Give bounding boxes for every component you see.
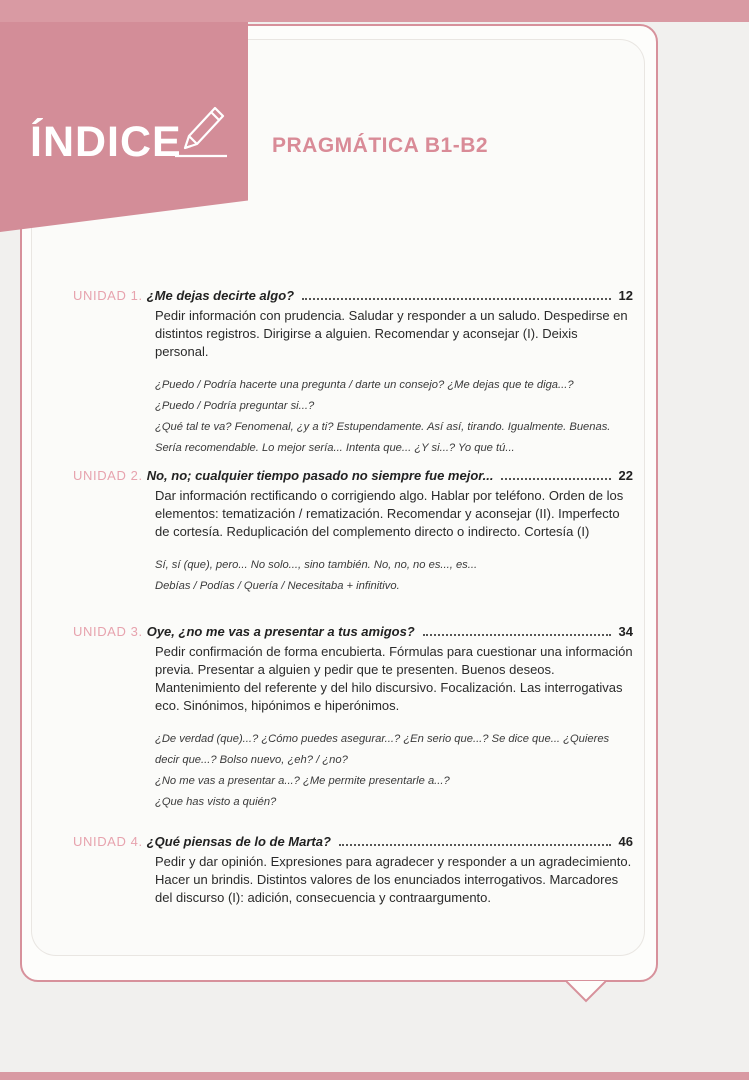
unit-examples <box>155 729 633 813</box>
unit-title[interactable]: No, no; cualquier tiempo pasado no siempre fue mejor... <box>146 468 494 483</box>
example-line: decir que...? Bolso nuevo, ¿eh? / ¿no? <box>155 754 348 766</box>
unit-label: UNIDAD 2. <box>73 468 143 483</box>
unit-title[interactable]: ¿Me dejas decirte algo? <box>146 288 295 303</box>
page-number[interactable]: 12 <box>618 288 633 303</box>
unit-4[interactable] <box>73 834 633 907</box>
dot-leader <box>339 843 611 846</box>
pencil-icon <box>175 102 227 158</box>
dot-leader <box>423 633 611 636</box>
unit-description: Pedir y dar opinión. Expresiones para agradecer y responder a un agradecimiento. Hacer un brindis. Distintos valores de los enunciados interrogativos. Marcadores del discurso (I): adición, consecuencia y contraargumento. <box>155 854 632 905</box>
unit-title[interactable]: ¿Qué piensas de lo de Marta? <box>146 834 331 849</box>
page-title: ÍNDICE <box>30 118 182 166</box>
page-number[interactable]: 46 <box>618 834 633 849</box>
unit-description: Dar información rectificando o corrigiendo algo. Hablar por teléfono. Orden de los elementos: tematización / rematización. Recomendar y aconsejar (II). Imperfecto de cortesía. Reduplicación del complemento directo o indirecto. Cortesía (I) <box>155 488 624 539</box>
unit-description: Pedir información con prudencia. Saludar y responder a un saludo. Despedirse en distintos registros. Dirigirse a alguien. Recomendar y aconsejar (I). Deixis personal. <box>155 308 628 359</box>
example-line: ¿No me vas a presentar a...? ¿Me permite presentarle a...? <box>155 775 450 787</box>
unit-3[interactable] <box>73 624 633 813</box>
example-line: Sería recomendable. Lo mejor sería... Intenta que... ¿Y si...? Yo que tú... <box>155 442 515 454</box>
unit-label: UNIDAD 1. <box>73 288 143 303</box>
example-line: ¿De verdad (que)...? ¿Cómo puedes asegurar...? ¿En serio que...? Se dice que... ¿Quieres <box>155 733 610 745</box>
unit-1[interactable] <box>73 288 633 459</box>
example-line: Sí, sí (que), pero... No solo..., sino también. No, no, no es..., es... <box>155 559 478 571</box>
example-line: Debías / Podías / Quería / Necesitaba + infinitivo. <box>155 580 400 592</box>
speech-bubble-tail <box>566 977 606 1005</box>
page-number[interactable]: 22 <box>618 468 633 483</box>
dot-leader <box>302 297 610 300</box>
bottom-strip <box>0 1072 749 1080</box>
example-line: ¿Que has visto a quién? <box>155 796 277 808</box>
example-line: ¿Puedo / Podría preguntar si...? <box>155 400 315 412</box>
dot-leader <box>501 477 610 480</box>
unit-examples <box>155 375 633 459</box>
example-line: ¿Qué tal te va? Fenomenal, ¿y a ti? Estupendamente. Así así, tirando. Igualmente. Buenas. <box>155 421 611 433</box>
top-strip <box>0 0 749 22</box>
unit-description: Pedir confirmación de forma encubierta. Fórmulas para cuestionar una información previa. Presentar a alguien y pedir que te presenten. Buenos deseos. Mantenimiento del referente y del hilo discursivo. Focalización. Las interrogativas eco. Sinónimos, hipónimos e hiperónimos. <box>155 644 633 713</box>
example-line: ¿Puedo / Podría hacerte una pregunta / darte un consejo? ¿Me dejas que te diga...? <box>155 379 574 391</box>
page-number[interactable]: 34 <box>618 624 633 639</box>
unit-label: UNIDAD 4. <box>73 834 143 849</box>
page-subtitle: PRAGMÁTICA B1-B2 <box>272 134 489 157</box>
unit-examples <box>155 555 633 597</box>
unit-header <box>73 624 633 642</box>
unit-header <box>73 288 633 306</box>
unit-label: UNIDAD 3. <box>73 624 143 639</box>
unit-header <box>73 468 633 486</box>
unit-header <box>73 834 633 852</box>
unit-title[interactable]: Oye, ¿no me vas a presentar a tus amigos? <box>146 624 415 639</box>
unit-2[interactable] <box>73 468 633 597</box>
